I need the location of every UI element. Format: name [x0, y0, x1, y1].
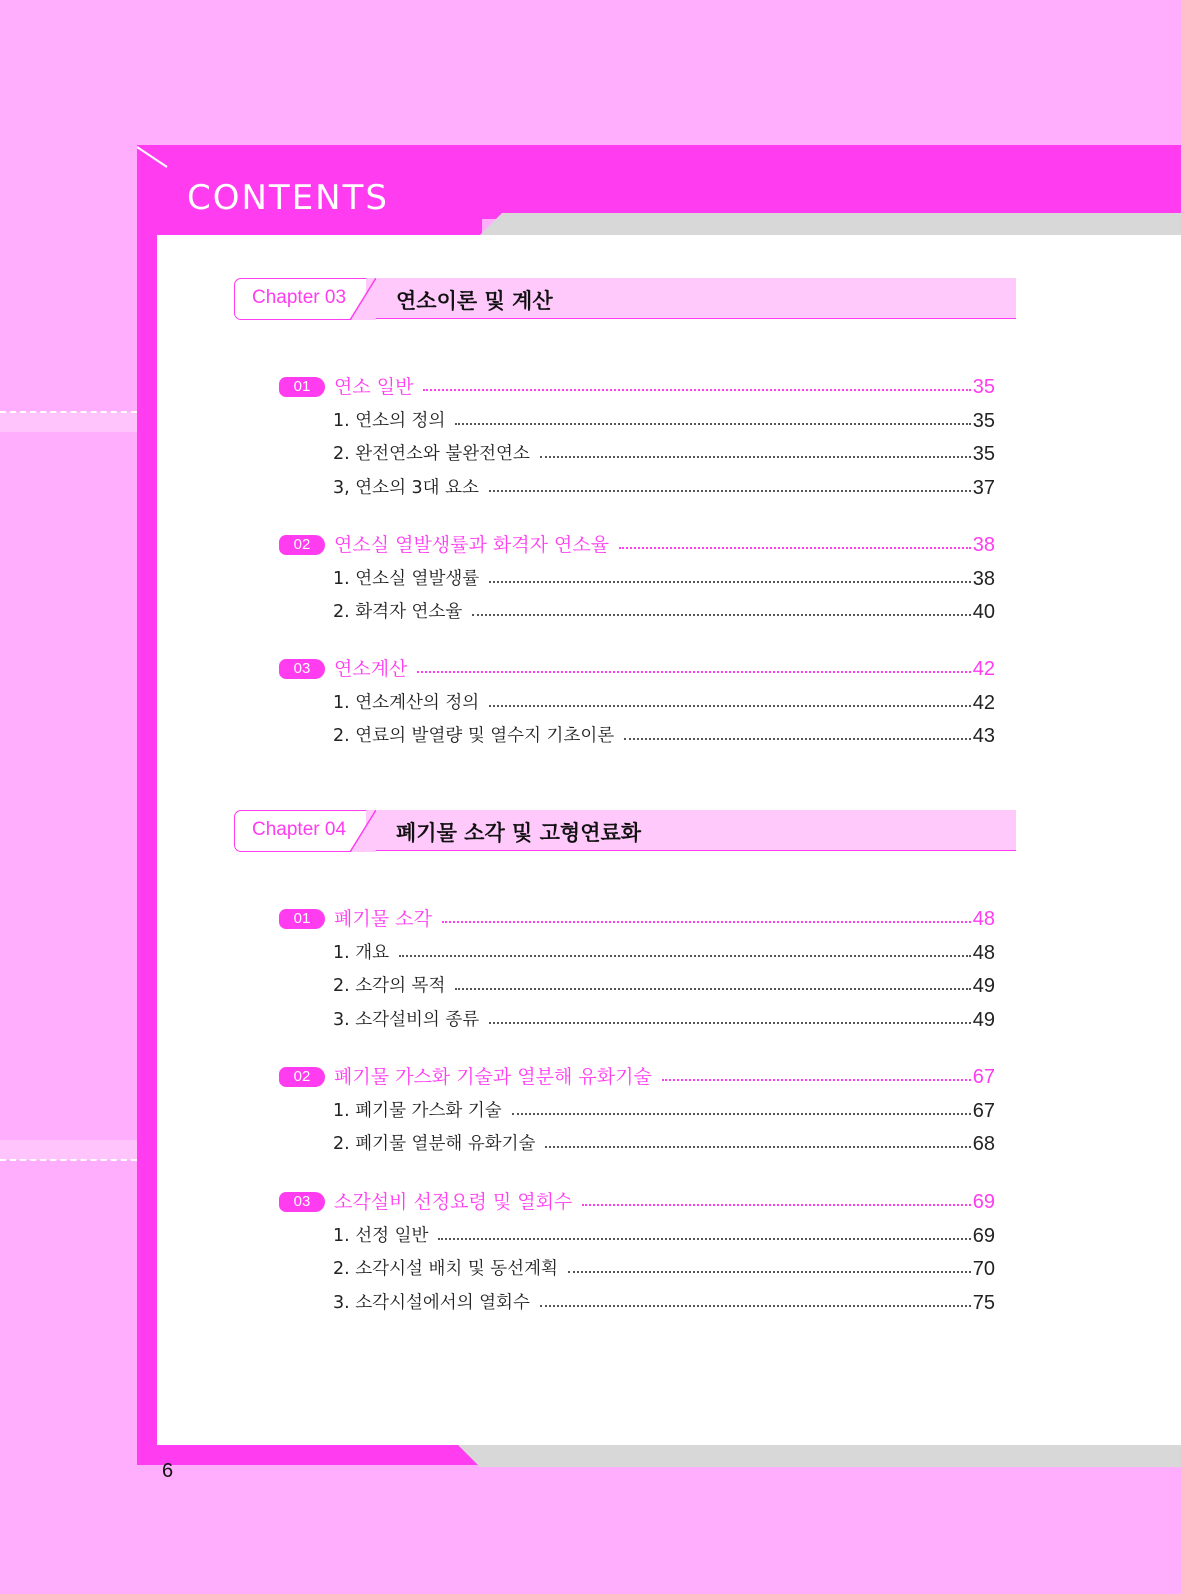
- section-title: 폐기물 가스화 기술과 열분해 유화기술: [334, 1066, 652, 1088]
- dot-leader: [455, 988, 971, 990]
- toc-section-entry[interactable]: [279, 531, 995, 559]
- dot-leader: [423, 389, 971, 391]
- toc-item-entry[interactable]: [333, 939, 995, 967]
- toc-item-entry[interactable]: [333, 972, 995, 1000]
- gray-tab-decoration: [458, 1445, 1181, 1467]
- toc-section-entry[interactable]: [279, 1063, 995, 1091]
- item-title: 1. 연소의 정의: [333, 410, 446, 431]
- item-title: 1. 선정 일반: [333, 1225, 429, 1246]
- section-page-number: 38: [972, 534, 995, 556]
- toc-section-entry[interactable]: [279, 655, 995, 683]
- section-title: 연소 일반: [334, 376, 414, 398]
- section-page-number: 35: [972, 376, 995, 398]
- dot-leader: [540, 456, 971, 458]
- item-page-number: 49: [972, 975, 995, 997]
- section-title: 연소계산: [334, 658, 408, 680]
- item-page-number: 70: [972, 1258, 995, 1280]
- section-page-number: 69: [972, 1191, 995, 1213]
- item-title: 2. 소각시설 배치 및 동선계획: [333, 1259, 558, 1279]
- item-page-number: 38: [972, 567, 995, 590]
- item-page-number: 43: [972, 725, 995, 747]
- toc-item-entry[interactable]: [333, 407, 995, 435]
- section-title: 소각설비 선정요령 및 열회수: [334, 1191, 573, 1213]
- dot-leader: [489, 581, 971, 583]
- gray-tab-decoration: [480, 213, 1181, 235]
- section-number-badge: 01: [279, 909, 325, 929]
- item-page-number: 42: [972, 691, 995, 714]
- item-title: 2. 완전연소와 불완전연소: [333, 444, 530, 464]
- item-title: 3. 소각시설에서의 열회수: [333, 1292, 530, 1313]
- chapter-title: 폐기물 소각 및 고형연료화: [396, 821, 642, 845]
- side-band-decoration: [0, 1140, 157, 1160]
- item-title: 1. 개요: [333, 942, 390, 963]
- section-number-badge: 02: [279, 1067, 325, 1087]
- dot-leader: [489, 1022, 971, 1024]
- dot-leader: [662, 1079, 971, 1081]
- item-page-number: 35: [972, 443, 995, 465]
- dot-leader: [489, 490, 971, 492]
- dot-leader: [417, 671, 971, 673]
- dashed-line-decoration: [0, 411, 157, 413]
- section-page-number: 67: [972, 1066, 995, 1088]
- toc-section-entry[interactable]: [279, 1188, 995, 1216]
- toc-item-entry[interactable]: [333, 1289, 995, 1317]
- item-title: 2. 화격자 연소율: [333, 602, 463, 622]
- dot-leader: [442, 921, 971, 923]
- toc-item-entry[interactable]: [333, 598, 995, 626]
- toc-item-entry[interactable]: [333, 1130, 995, 1158]
- dot-leader: [455, 423, 971, 425]
- item-title: 1. 폐기물 가스화 기술: [333, 1100, 502, 1121]
- toc-section-entry[interactable]: [279, 373, 995, 401]
- toc-item-entry[interactable]: [333, 1006, 995, 1034]
- item-title: 1. 연소실 열발생률: [333, 568, 480, 589]
- dot-leader: [399, 955, 971, 957]
- item-page-number: 68: [972, 1133, 995, 1155]
- dot-leader: [582, 1204, 971, 1206]
- dot-leader: [540, 1305, 971, 1307]
- dot-leader: [512, 1113, 971, 1115]
- section-title: 폐기물 소각: [334, 908, 432, 930]
- dashed-line-decoration: [0, 1159, 157, 1161]
- item-title: 3. 소각설비의 종류: [333, 1009, 480, 1030]
- toc-item-entry[interactable]: [333, 1255, 995, 1283]
- item-page-number: 75: [972, 1291, 995, 1314]
- chapter-title: 연소이론 및 계산: [396, 289, 553, 313]
- toc-item-entry[interactable]: [333, 722, 995, 750]
- dot-leader: [545, 1146, 971, 1148]
- dot-leader: [438, 1238, 971, 1240]
- item-title: 2. 소각의 목적: [333, 976, 446, 996]
- item-title: 2. 폐기물 열분해 유화기술: [333, 1134, 536, 1154]
- item-page-number: 69: [972, 1224, 995, 1247]
- chapter-label: Chapter 03: [252, 287, 347, 308]
- item-title: 3, 연소의 3대 요소: [333, 477, 479, 498]
- item-page-number: 49: [972, 1008, 995, 1031]
- chapter-slash-icon: [350, 810, 376, 852]
- toc-item-entry[interactable]: [333, 1222, 995, 1250]
- section-number-badge: 03: [279, 659, 325, 679]
- item-page-number: 40: [972, 601, 995, 623]
- chapter-header: [234, 278, 1016, 320]
- section-page-number: 48: [972, 908, 995, 930]
- page-title: CONTENTS: [187, 178, 389, 218]
- toc-item-entry[interactable]: [333, 440, 995, 468]
- item-title: 1. 연소계산의 정의: [333, 692, 480, 713]
- section-page-number: 42: [972, 658, 995, 680]
- dot-leader: [489, 705, 971, 707]
- chapter-label: Chapter 04: [252, 819, 347, 840]
- side-band-decoration: [0, 412, 157, 432]
- item-page-number: 37: [972, 476, 995, 499]
- toc-section-entry[interactable]: [279, 905, 995, 933]
- page-number: 6: [162, 1460, 174, 1482]
- corner-slash-icon: [137, 145, 177, 175]
- section-number-badge: 03: [279, 1192, 325, 1212]
- item-page-number: 35: [972, 409, 995, 432]
- dot-leader: [568, 1271, 971, 1273]
- section-title: 연소실 열발생률과 화격자 연소율: [334, 534, 610, 556]
- toc-item-entry[interactable]: [333, 1097, 995, 1125]
- item-page-number: 48: [972, 941, 995, 964]
- section-number-badge: 01: [279, 377, 325, 397]
- toc-item-entry[interactable]: [333, 565, 995, 593]
- toc-item-entry[interactable]: [333, 474, 995, 502]
- dot-leader: [472, 614, 971, 616]
- dot-leader: [619, 547, 971, 549]
- chapter-slash-icon: [350, 278, 376, 320]
- dot-leader: [624, 738, 971, 740]
- toc-item-entry[interactable]: [333, 689, 995, 717]
- chapter-header: [234, 810, 1016, 852]
- section-number-badge: 02: [279, 535, 325, 555]
- frame-left-border: [137, 145, 157, 1465]
- item-page-number: 67: [972, 1099, 995, 1122]
- item-title: 2. 연료의 발열량 및 열수지 기초이론: [333, 726, 615, 746]
